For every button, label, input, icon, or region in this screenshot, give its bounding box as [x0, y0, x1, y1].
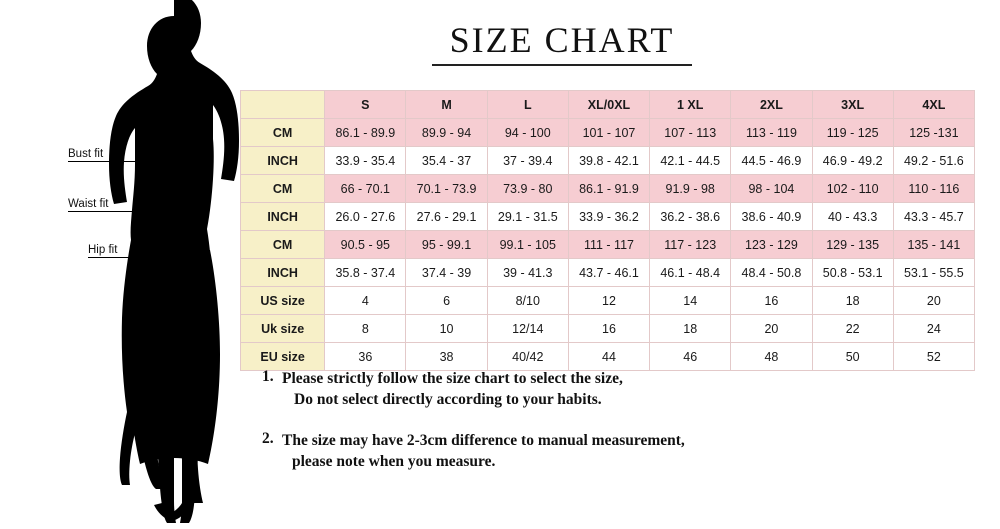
- row-label: CM: [241, 175, 325, 203]
- note-text: [282, 430, 685, 472]
- table-cell: 27.6 - 29.1: [406, 203, 487, 231]
- note-number: 1.: [262, 368, 274, 385]
- table-cell: 129 - 135: [812, 231, 893, 259]
- table-cell: 24: [893, 315, 974, 343]
- table-cell: 20: [731, 315, 812, 343]
- column-header-xl-0xl: XL/0XL: [568, 91, 649, 119]
- table-cell: 99.1 - 105: [487, 231, 568, 259]
- note-line-2: Do not select directly according to your habits.: [294, 391, 602, 408]
- notes-section: [262, 368, 962, 492]
- table-cell: 35.8 - 37.4: [325, 259, 406, 287]
- table-row: [241, 119, 975, 147]
- callout-waist-label: Waist fit: [68, 198, 109, 210]
- note-line-2: please note when you measure.: [292, 453, 496, 470]
- row-label: INCH: [241, 147, 325, 175]
- table-cell: 8: [325, 315, 406, 343]
- table-cell: 125 -131: [893, 119, 974, 147]
- table-cell: 117 - 123: [650, 231, 731, 259]
- table-cell: 33.9 - 36.2: [568, 203, 649, 231]
- table-cell: 42.1 - 44.5: [650, 147, 731, 175]
- note-line-1: The size may have 2-3cm difference to manual measurement,: [282, 432, 685, 449]
- title-underline: [432, 64, 692, 66]
- table-cell: 90.5 - 95: [325, 231, 406, 259]
- table-cell: 16: [568, 315, 649, 343]
- table-cell: 12: [568, 287, 649, 315]
- row-label: EU size: [241, 343, 325, 371]
- callout-bust: [68, 148, 168, 162]
- table-cell: 49.2 - 51.6: [893, 147, 974, 175]
- table-cell: 48: [731, 343, 812, 371]
- table-cell: 50: [812, 343, 893, 371]
- table-cell: 110 - 116: [893, 175, 974, 203]
- table-cell: 16: [731, 287, 812, 315]
- column-header-l: L: [487, 91, 568, 119]
- page-title: [432, 18, 692, 66]
- table-cell: 95 - 99.1: [406, 231, 487, 259]
- callout-waist-line: [68, 211, 178, 212]
- note-item: [262, 368, 962, 410]
- table-cell: 10: [406, 315, 487, 343]
- table-cell: 8/10: [487, 287, 568, 315]
- callout-hip-label: Hip fit: [88, 244, 118, 256]
- column-header-4xl: 4XL: [893, 91, 974, 119]
- table-cell: 14: [650, 287, 731, 315]
- table-cell: 12/14: [487, 315, 568, 343]
- note-text: [282, 368, 623, 410]
- table-cell: 20: [893, 287, 974, 315]
- row-label: Uk size: [241, 315, 325, 343]
- size-chart-table-wrap: [240, 90, 975, 371]
- table-cell: 46: [650, 343, 731, 371]
- table-cell: 36: [325, 343, 406, 371]
- table-cell: 40 - 43.3: [812, 203, 893, 231]
- table-row: [241, 287, 975, 315]
- table-cell: 39.8 - 42.1: [568, 147, 649, 175]
- callout-bust-label: Bust fit: [68, 148, 104, 160]
- table-row: [241, 231, 975, 259]
- table-cell: 40/42: [487, 343, 568, 371]
- table-cell: 111 - 117: [568, 231, 649, 259]
- table-cell: 123 - 129: [731, 231, 812, 259]
- row-label: INCH: [241, 203, 325, 231]
- table-cell: 38.6 - 40.9: [731, 203, 812, 231]
- table-cell: 107 - 113: [650, 119, 731, 147]
- table-cell: 48.4 - 50.8: [731, 259, 812, 287]
- table-cell: 18: [812, 287, 893, 315]
- table-cell: 86.1 - 89.9: [325, 119, 406, 147]
- table-cell: 113 - 119: [731, 119, 812, 147]
- table-cell: 52: [893, 343, 974, 371]
- note-line-1: Please strictly follow the size chart to select the size,: [282, 370, 623, 387]
- table-cell: 36.2 - 38.6: [650, 203, 731, 231]
- table-cell: 18: [650, 315, 731, 343]
- table-cell: 101 - 107: [568, 119, 649, 147]
- table-cell: 44: [568, 343, 649, 371]
- note-number: 2.: [262, 430, 274, 447]
- table-cell: 73.9 - 80: [487, 175, 568, 203]
- table-row: [241, 259, 975, 287]
- table-corner-cell: [241, 91, 325, 119]
- column-header-3xl: 3XL: [812, 91, 893, 119]
- row-label: US size: [241, 287, 325, 315]
- row-label: CM: [241, 231, 325, 259]
- table-row: [241, 175, 975, 203]
- table-cell: 91.9 - 98: [650, 175, 731, 203]
- table-cell: 135 - 141: [893, 231, 974, 259]
- table-cell: 44.5 - 46.9: [731, 147, 812, 175]
- callout-hip: [88, 244, 176, 258]
- table-cell: 37.4 - 39: [406, 259, 487, 287]
- table-cell: 94 - 100: [487, 119, 568, 147]
- table-cell: 6: [406, 287, 487, 315]
- table-cell: 38: [406, 343, 487, 371]
- column-header-s: S: [325, 91, 406, 119]
- table-row: [241, 315, 975, 343]
- row-label: CM: [241, 119, 325, 147]
- callout-hip-line: [88, 257, 176, 258]
- note-item: [262, 430, 962, 472]
- table-cell: 22: [812, 315, 893, 343]
- table-cell: 29.1 - 31.5: [487, 203, 568, 231]
- callout-waist: [68, 198, 178, 212]
- column-header-1xl: 1 XL: [650, 91, 731, 119]
- table-cell: 89.9 - 94: [406, 119, 487, 147]
- table-cell: 102 - 110: [812, 175, 893, 203]
- table-cell: 39 - 41.3: [487, 259, 568, 287]
- table-cell: 98 - 104: [731, 175, 812, 203]
- table-cell: 119 - 125: [812, 119, 893, 147]
- table-row: [241, 147, 975, 175]
- column-header-m: M: [406, 91, 487, 119]
- column-header-2xl: 2XL: [731, 91, 812, 119]
- table-cell: 50.8 - 53.1: [812, 259, 893, 287]
- table-cell: 53.1 - 55.5: [893, 259, 974, 287]
- callout-bust-line: [68, 161, 168, 162]
- table-cell: 43.3 - 45.7: [893, 203, 974, 231]
- table-header-row: [241, 91, 975, 119]
- table-cell: 66 - 70.1: [325, 175, 406, 203]
- row-label: INCH: [241, 259, 325, 287]
- table-row: [241, 203, 975, 231]
- table-cell: 46.1 - 48.4: [650, 259, 731, 287]
- table-cell: 86.1 - 91.9: [568, 175, 649, 203]
- table-cell: 4: [325, 287, 406, 315]
- page-title-text: SIZE CHART: [449, 20, 675, 60]
- table-row: [241, 343, 975, 371]
- table-cell: 26.0 - 27.6: [325, 203, 406, 231]
- table-cell: 43.7 - 46.1: [568, 259, 649, 287]
- table-cell: 35.4 - 37: [406, 147, 487, 175]
- table-cell: 70.1 - 73.9: [406, 175, 487, 203]
- table-cell: 46.9 - 49.2: [812, 147, 893, 175]
- table-cell: 37 - 39.4: [487, 147, 568, 175]
- table-cell: 33.9 - 35.4: [325, 147, 406, 175]
- size-chart-table: [240, 90, 975, 371]
